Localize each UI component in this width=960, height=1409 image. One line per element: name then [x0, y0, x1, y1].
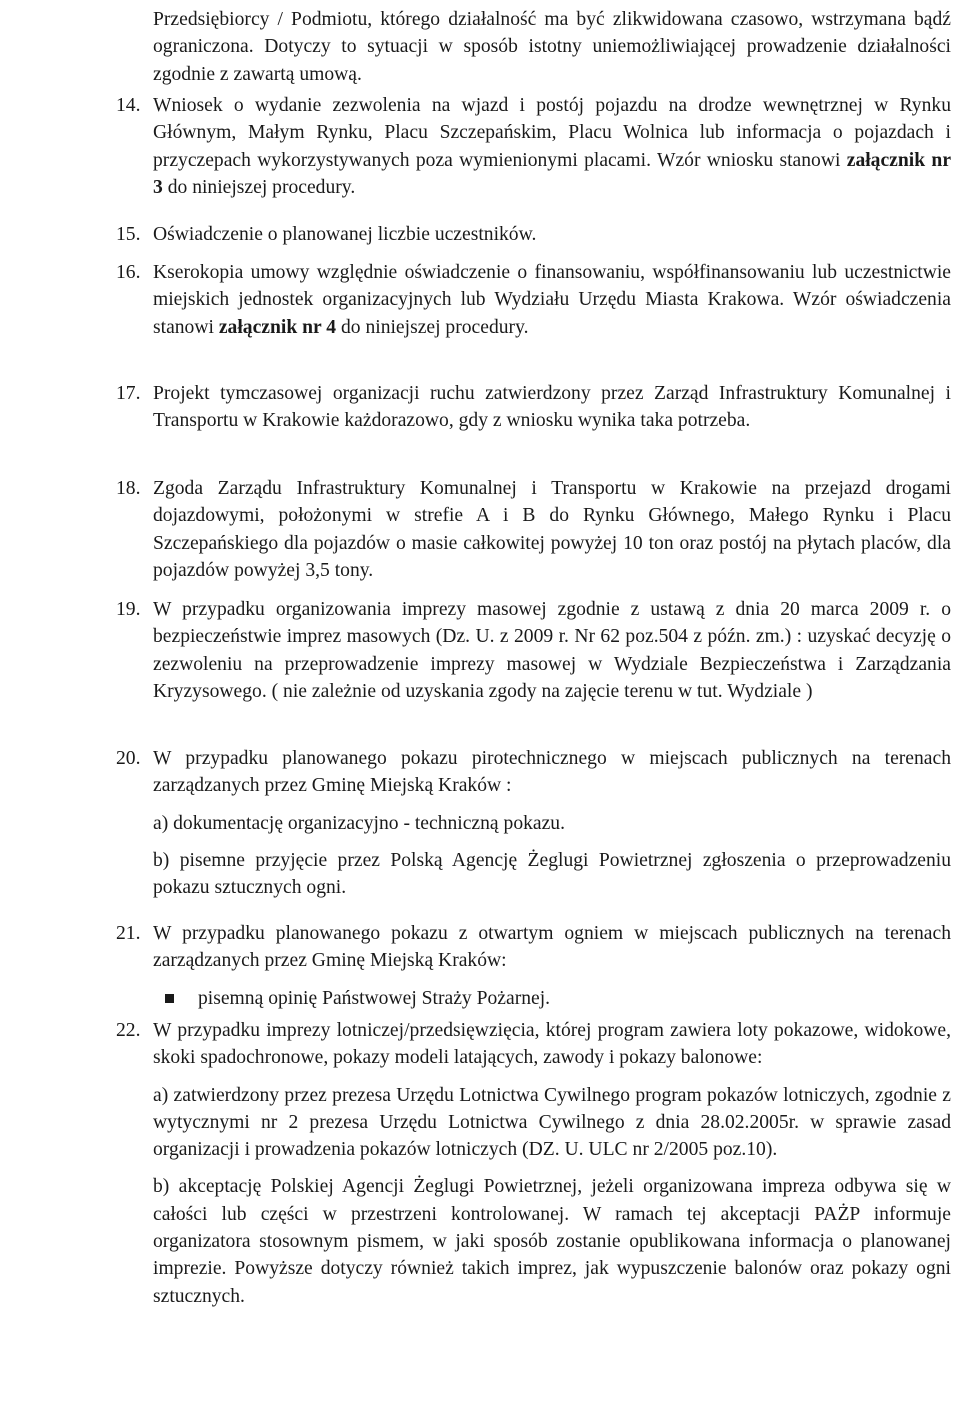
attachment-reference: załącznik nr 4 — [218, 316, 337, 338]
list-item-20 — [116, 745, 951, 901]
item-number: 17. — [116, 383, 141, 404]
list-item-14 — [116, 92, 951, 201]
item-number: 21. — [116, 923, 141, 944]
item-text: W przypadku organizowania imprezy masowej zgodnie z ustawą z dnia 20 marca 2009 r. o bezpieczeństwie imprez masowych (Dz. U. z 2009 r. Nr 62 poz.504 z późn. zm.) : uzyskać decyzję o zezwoleniu na przeprowadzenie imprezy masowej w Wydziale Bezpieczeństwa i Zarządzania Kryzysowego. ( nie zależnie od uzyskania zgody na zajęcie terenu w tut. Wydziale ) — [153, 599, 951, 702]
list-item-19 — [116, 596, 951, 705]
item-number: 22. — [116, 1020, 141, 1041]
attachment-reference: załącznik nr 3 — [153, 149, 952, 198]
item-number: 18. — [116, 478, 141, 499]
item-text: W przypadku planowanego pokazu pirotechnicznego w miejscach publicznych na terenach zarządzanych przez Gminę Miejską Kraków : — [153, 748, 951, 797]
sub-item-a: a) dokumentację organizacyjno - techniczną pokazu. — [153, 812, 566, 834]
item-number: 19. — [116, 599, 141, 620]
item-text: Projekt tymczasowej organizacji ruchu zatwierdzony przez Zarząd Infrastruktury Komunalnej i Transportu w Krakowie każdorazowo, gdy z wniosku wynika taka potrzeba. — [153, 383, 951, 432]
item-text: W przypadku planowanego pokazu z otwartym ogniem w miejscach publicznych na terenach zarządzanych przez Gminę Miejską Kraków: — [153, 923, 951, 972]
list-item-17 — [116, 380, 951, 435]
list-item-18 — [116, 475, 951, 584]
item-number: 20. — [116, 748, 141, 769]
sub-item-b: b) akceptację Polskiej Agencji Żeglugi Powietrznej, jeżeli organizowana impreza odbywa się w całości lub części w przestrzeni kontrolowanej. W ramach tej akceptacji PAŻP informuje organizatora stosownym pismem, w jaki sposób zostanie opublikowana informacja o planowanej imprezie. Powyższe dotyczy również takich imprez, jak wypuszczenie balonów oraz pokazy ogni sztucznych. — [153, 1176, 951, 1307]
list-item-16 — [116, 259, 951, 341]
list-item-21 — [116, 920, 951, 1012]
item-text: Kserokopia umowy względnie oświadczenie o finansowaniu, współfinansowaniu lub uczestnictwie miejskich jednostek organizacyjnych lub Wydziału Urzędu Miasta Krakowa. Wzór oświadczenia stanowi załącznik nr 4 do niniejszej procedury. — [153, 262, 951, 338]
square-bullet-icon — [165, 994, 174, 1003]
item-text: W przypadku imprezy lotniczej/przedsięwzięcia, której program zawiera loty pokazowe, widokowe, skoki spadochronowe, pokazy modeli latających, zawody i pokazy balonowe: — [153, 1020, 951, 1069]
item-number: 15. — [116, 224, 141, 245]
sub-item-b: b) pisemne przyjęcie przez Polską Agencję Żeglugi Powietrznej zgłoszenia o przeprowadzeniu pokazu sztucznych ogni. — [153, 849, 951, 899]
item-number: 16. — [116, 262, 141, 283]
item-number: 14. — [116, 95, 141, 116]
sub-item-a: a) zatwierdzony przez prezesa Urzędu Lotnictwa Cywilnego program pokazów lotniczych, zgodnie z wytycznymi nr 2 prezesa Urzędu Lotnictwa Cywilnego z dnia 28.02.2005r. w sprawie zasad organizacji i prowadzenia pokazów lotniczych (DZ. U. ULC nr 2/2005 poz.10). — [153, 1084, 951, 1161]
lead-paragraph: Przedsiębiorcy / Podmiotu, którego działalność ma być zlikwidowana czasowo, wstrzymana bądź ograniczona. Dotyczy to sytuacji w sposób istotny uniemożliwiającej prowadzenie działalności zgodnie z zawartą umową. — [153, 9, 951, 85]
item-text: Wniosek o wydanie zezwolenia na wjazd i postój pojazdu na drodze wewnętrznej w Rynku Głównym, Małym Rynku, Placu Szczepańskim, Placu Wolnica lub informacja o pojazdach i przyczepach wykorzystywanych poza wymienionymi placami. Wzór wniosku stanowi załącznik nr 3 do niniejszej procedury. — [153, 95, 952, 198]
item-text: Zgoda Zarządu Infrastruktury Komunalnej i Transportu w Krakowie na przejazd drogami dojazdowymi, położonymi w strefie A i B do Rynku Głównego, Małego Rynku i Placu Szczepańskiego dla pojazdów o masie całkowitej powyżej 10 ton oraz postój na płytach placów, dla pojazdów powyżej 3,5 tony. — [153, 478, 951, 581]
bullet-item: pisemną opinię Państwowej Straży Pożarnej. — [153, 985, 951, 1012]
item-text: Oświadczenie o planowanej liczbie uczestników. — [153, 224, 537, 245]
list-item-22 — [116, 1017, 951, 1310]
list-item-15 — [116, 221, 951, 248]
